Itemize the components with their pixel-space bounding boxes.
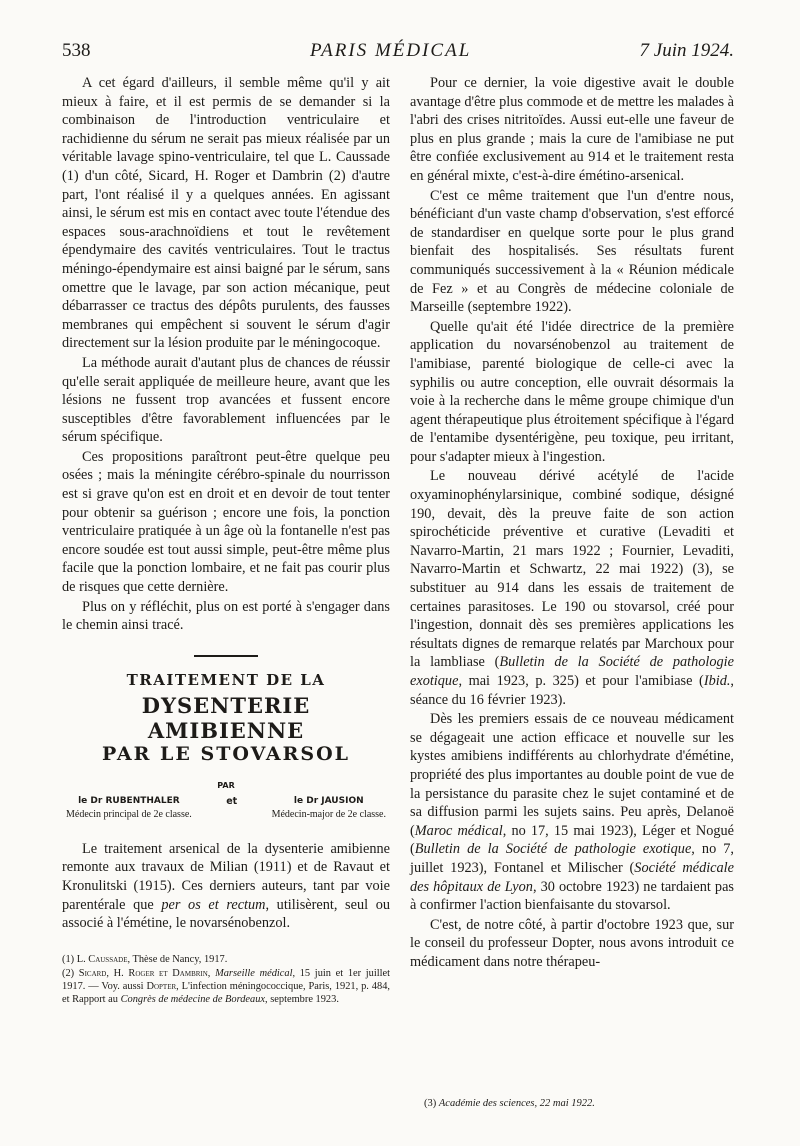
author-role: Médecin principal de 2e classe. <box>66 808 192 820</box>
journal-title: PARIS MÉDICAL <box>310 40 472 61</box>
paragraph: Pour ce dernier, la voie digestive avait le double avantage d'être plus commode et de mettre les malades à l'abri des crises nitritoïdes. Aussi eut-elle une faveur de plus en plus grande ; mais la cure de l'amibiase ne put être confiée exclusivement au 914 et le traitement resta en général mixte, c'est-à-dire émétino-arsenical. <box>410 75 734 184</box>
author-name: le Dr JAUSION <box>293 795 364 806</box>
section-divider <box>194 655 258 657</box>
author-rubenthaler <box>66 796 192 820</box>
footnote-2: (2) Sicard, H. Roger et Dambrin, Marseille médical, 15 juin et 1er juillet 1917. — Voy. aussi Dopter, L'infection méningococcique, Paris, 1921, p. 484, et Rapport au Congrès de médecine de Bordeaux, septembre 1923. <box>62 967 390 1005</box>
page-header <box>62 40 734 70</box>
footnote-3: (3) Académie des sciences, 22 mai 1922. <box>424 1098 595 1109</box>
paragraph: Ces propositions paraîtront peut-être quelque peu osées ; mais la méningite cérébro-spinale du nourrisson est si grave qu'on est en droit et en devoir de tout tenter pour obtenir sa guérison ; encore une fois, la ponction ventriculaire pratiquée à un âge où la fontanelle n'est pas encore soudée est tout aussi simple, peut-être même plus facile que la ponction lombaire, et ne fait pas courir plus de risques que cette dernière. <box>62 448 390 596</box>
right-column <box>410 74 734 972</box>
footnote-1: (1) L. Caussade, Thèse de Nancy, 1917. <box>62 953 228 965</box>
paragraph: C'est, de notre côté, à partir d'octobre 1923 que, sur le conseil du professeur Dopter, nous avons introduit ce médicament dans notre thérapeu- <box>410 916 734 970</box>
author-jausion <box>272 796 386 820</box>
author-role: Médecin-major de 2e classe. <box>271 808 386 820</box>
author-name: le Dr RUBENTHALER <box>78 795 180 806</box>
author-conjunction: et <box>226 795 238 807</box>
left-column <box>62 74 390 1006</box>
paragraph: Plus on y réfléchit, plus on est porté à s'engager dans le chemin ainsi tracé. <box>62 598 390 634</box>
article-title-line3: PAR LE STOVARSOL <box>101 742 350 765</box>
issue-date: 7 Juin 1924. <box>639 40 734 61</box>
article-intro: Le traitement arsenical de la dysenterie amibienne remonte aux travaux de Milian (1911) et de Ravaut et Kronulitski (1915). Ces derniers auteurs, tant par voie parentérale que per os et rectum, utilisèrent, seul ou associé à l'émétine, le novarsénobenzol. <box>62 840 390 932</box>
paragraph: Quelle qu'ait été l'idée directrice de la première application du novarsénobenzol au traitement de l'amibiase, parenté biologique de celle-ci avec la syphilis ou autre conception, elle ouvrait désormais la voie à la recherche dans le même groupe chimique d'un agent thérapeutique plus étroitement spécifique à l'égard de l'entamibe dysentérigène, peu toxique, peu irritant, pour s'adapter mieux à l'ingestion. <box>410 318 734 465</box>
paragraph: C'est ce même traitement que l'un d'entre nous, bénéficiant d'un vaste champ d'observation, s'est efforcé de standardiser en quelque sorte pour le plus grand bienfait des hospitalisés. Ses résultats furent communiqués successivement à la « Réunion médicale de Fez » et au Congrès de médecine coloniale de Marseille (septembre 1922). <box>410 187 734 316</box>
page-number: 538 <box>62 40 91 61</box>
paragraph: La méthode aurait d'autant plus de chances de réussir qu'elle serait appliquée de meilleure heure, avant que les lésions ne fussent trop avancées et fussent encore susceptibles d'être favorablement influencées par le sérum spécifique. <box>62 354 390 446</box>
article-title-line1: TRAITEMENT DE LA <box>126 670 326 689</box>
article-title-line2: DYSENTERIE AMIBIENNE <box>141 692 311 743</box>
paragraph: Dès les premiers essais de ce nouveau médicament se dégageait une action efficace et nouvelle sur les kystes amibiens indifférents au chlorhydrate d'émétine, propriété des plus importantes au double point de vue de la persistance du parasite chez le sujet contaminé et de sa diffusion parmi les sujets sains. Peu après, Delanoë (Maroc médical, no 17, 15 mai 1923), Léger et Nogué (Bulletin de la Société de pathologie exotique, no 7, juillet 1923), Fontanel et Milischer (Société médicale des hôpitaux de Lyon, 30 octobre 1923) ne tardaient pas à confirmer l'action bienfaisante du stovarsol. <box>410 711 734 914</box>
authors <box>62 796 390 820</box>
footnotes <box>62 953 390 1006</box>
byline-par: PAR <box>217 780 235 790</box>
paragraph: A cet égard d'ailleurs, il semble même qu'il y ait mieux à faire, et il est permis de se demander si la combinaison de l'introduction ventriculaire et rachidienne du sérum ne serait pas mieux réalisée par un véritable lavage spino-ventriculaire, tel que L. Caussade (1) d'un côté, Sicard, H. Roger et Dambrin (2) d'autre part, l'ont réalisé il y a quelques années. En agissant ainsi, le sérum est mis en contact avec toute l'étendue des espaces sous-arachnoïdiens et tout le revêtement épendymaire des cavités ventriculaires. Tout le tractus méningo-épendymaire est ainsi baigné par le sérum, sans omettre que le lavage, par son action mécanique, peut débarrasser ce tractus des dépôts purulents, des fausses membranes qui empêchent si souvent le sérum d'agir directement sur la lésion produite par le méningocoque. <box>62 75 390 352</box>
paragraph: Le nouveau dérivé acétylé de l'acide oxyaminophénylarsinique, combiné sodique, désigné 190, devait, dès la preuve faite de son action spirochéticide préventive et curative (Levaditi et Navarro-Martin, 21 mars 1922 ; Fournier, Levaditi, Navarro-Martin et Schwartz, 22 mai 1922) (3), se substituer au 914 dans les essais de traitement de certaines parasitoses. Le 190 ou stovarsol, créé pour l'ingestion, donnait dès ses premières applications les résultats dignes de remarque relatés par Marchoux pour la lambliase (Bulletin de la Société de pathologie exotique, mai 1923, p. 325) et pour l'amibiase (Ibid., séance du 16 février 1923). <box>410 468 734 708</box>
